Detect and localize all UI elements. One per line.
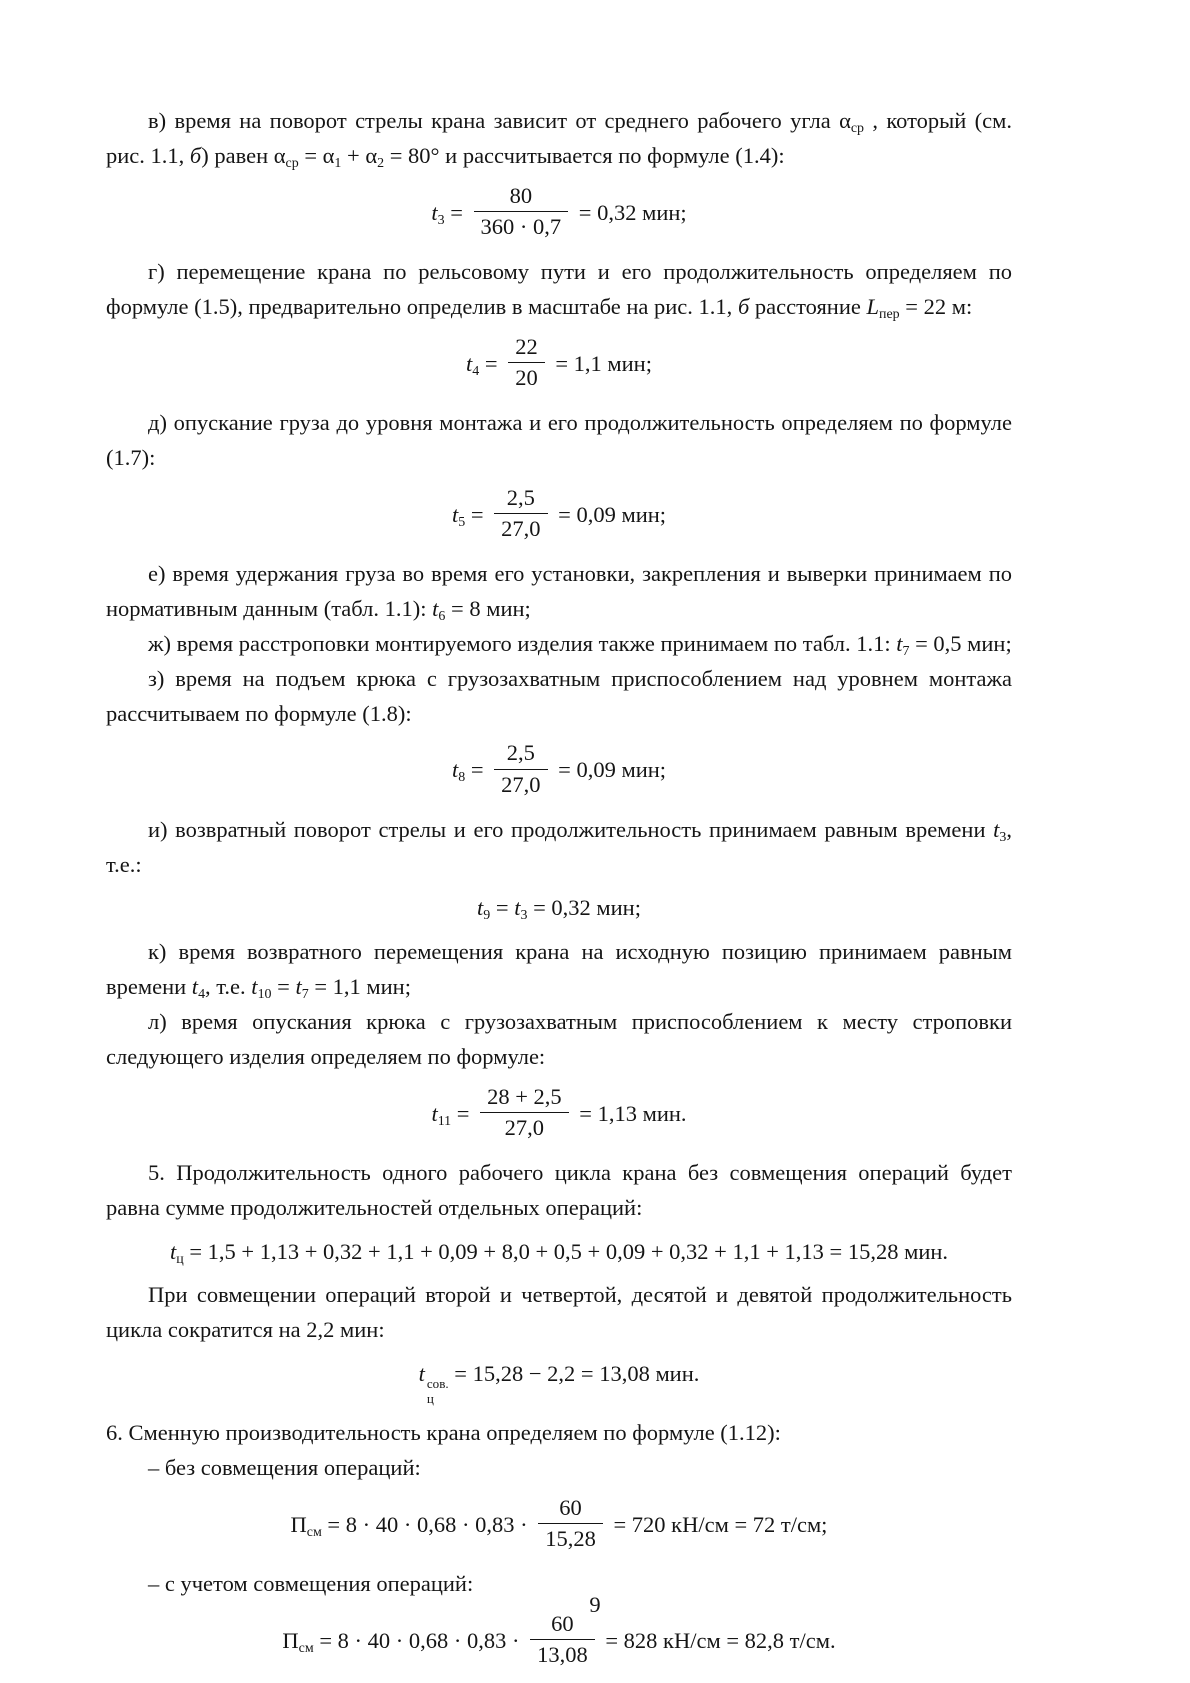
paragraph-v [106,104,1012,174]
text-segment: П [282,1627,299,1653]
fraction-denominator: 27,0 [480,1112,569,1143]
text-segment: – без совмещения операций: [148,1454,421,1480]
formula-psm-2 [106,1612,1012,1673]
subscript: 4 [198,987,206,1003]
italic-segment: t [451,501,459,527]
text-segment: ) равен α [201,142,286,168]
text-segment: = [465,757,490,783]
superscript: сов. [426,1376,449,1392]
text-segment: = [271,973,296,999]
text-segment: = 0,09 мин; [552,501,667,527]
text-segment: При совмещении операций второй и четвертой, десятой и девятой продолжительность цикла сократится на 2,2 мин: [106,1282,1012,1342]
page-number: 9 [589,1592,601,1617]
text-segment: = α [298,142,335,168]
text-segment: г) перемещение крана по рельсовому пути и его продолжительность определяем по формуле (1.5), предварительно определив в масштабе на рис. 1.1, [106,259,1012,319]
formula-tc-sov [106,1358,1012,1406]
text-segment: = 8 мин; [445,595,531,621]
text-segment: л) время опускания крюка с грузозахватным приспособлением к месту строповки следующего изделия определяем по формуле: [106,1008,1012,1069]
italic-segment: t [896,630,903,656]
text-segment: , который (см. рис. 1.1, [106,108,1012,168]
subscript: 2 [377,156,385,172]
text-segment: = [479,350,504,376]
subscript: 11 [437,1113,452,1129]
subscript: 3 [520,908,528,924]
paragraph-e [106,557,1012,627]
italic-segment: t [431,199,438,225]
text-segment: = [490,895,515,921]
text-segment: = 80° и рассчитывается по формуле (1.4): [384,142,785,168]
subscript: 3 [437,212,445,228]
paragraph-d [106,406,1012,476]
text-segment: = 0,32 мин; [573,199,687,225]
paragraph-dash-1 [106,1451,1012,1486]
text-segment: , т.е.: [106,816,1012,877]
subscript: 1 [334,156,342,172]
subscript: см [298,1640,314,1656]
subscript: 7 [301,987,309,1003]
fraction-numerator: 60 [559,1494,582,1520]
fraction [480,1082,569,1143]
formula-t9 [106,892,1012,925]
fraction [494,738,547,799]
text-segment: = [465,501,490,527]
text-segment: 5. Продолжительность одного рабочего цикла крана без совмещения операций будет равна сумме продолжительностей отдельных операций: [106,1159,1012,1220]
text-segment: = 0,32 мин; [527,895,641,921]
formula-tc-sum [106,1236,1012,1269]
paragraph-l [106,1005,1012,1075]
subscript: 6 [438,609,446,625]
paragraph-pri [106,1278,1012,1348]
italic-segment: t [295,973,302,999]
fraction-numerator: 80 [509,182,533,208]
text-segment: П [290,1511,307,1537]
subscript: ц [176,1251,184,1267]
formula-t3 [106,184,1012,245]
text-segment: = 720 кН/см = 72 т/см; [607,1511,828,1537]
text-segment: ж) время расстроповки монтируемого изделия также принимаем по табл. 1.1: [148,630,897,656]
italic-segment: t [451,757,459,783]
italic-segment: t [431,1100,438,1126]
subscript: ср [850,121,865,137]
page-content [106,104,1012,1673]
italic-segment: t [477,895,484,921]
fraction-denominator: 360 · 0,7 [474,211,569,242]
paragraph-g [106,255,1012,325]
text-segment: = 828 кН/см = 82,8 т/см. [599,1627,836,1653]
paragraph-z [106,662,1012,732]
text-segment: = 1,1 мин; [308,973,411,999]
formula-t11 [106,1085,1012,1146]
paragraph-k [106,935,1012,1005]
stack-subscript: ц [426,1391,434,1407]
italic-segment: б [737,293,750,319]
subscript: 8 [458,770,466,786]
paragraph-6 [106,1416,1012,1451]
subscript: ср [285,156,299,172]
text-segment: = [451,1100,476,1126]
subscript: 4 [472,363,480,379]
text-segment: к) время возвратного перемещения крана на исходную позицию принимаем равным времени [106,939,1012,999]
fraction-numerator: 60 [551,1610,574,1636]
subscript: 10 [257,987,272,1003]
fraction [474,181,569,242]
text-segment: = 1,1 мин; [549,350,652,376]
fraction-numerator: 2,5 [506,484,535,510]
text-segment: д) опускание груза до уровня монтажа и его продолжительность определяем по формуле (1.7): [106,410,1012,470]
text-segment: е) время удержания груза во время его установки, закрепления и выверки принимаем по нормативным данным (табл. 1.1): [106,561,1012,621]
fraction-denominator: 13,08 [530,1639,595,1670]
text-segment: в) время на поворот стрелы крана зависит от среднего рабочего угла α [148,108,851,133]
subscript: см [306,1524,322,1540]
italic-segment: t [191,973,199,999]
subscript: 7 [902,643,910,659]
italic-segment: t [169,1238,177,1264]
text-segment: = 15,28 − 2,2 = 13,08 мин. [448,1360,700,1386]
text-segment: расстояние [749,293,867,319]
text-segment: = 1,5 + 1,13 + 0,32 + 1,1 + 0,09 + 8,0 + 0,5 + 0,09 + 0,32 + 1,1 + 1,13 = 15,28 мин. [183,1238,949,1264]
fraction-denominator: 20 [508,362,545,393]
text-segment: 6. Сменную производительность крана определяем по формуле (1.12): [106,1420,781,1446]
text-segment: = 8 · 40 · 0,68 · 0,83 · [321,1511,534,1537]
italic-segment: t [466,350,473,376]
text-segment: = 0,09 мин; [552,757,667,783]
italic-segment: L [866,293,880,319]
text-segment: = 8 · 40 · 0,68 · 0,83 · [313,1627,526,1653]
italic-segment: t [418,1360,425,1386]
text-segment: = 0,5 мин; [909,630,1012,656]
italic-segment: t [432,595,439,621]
text-segment: з) время на подъем крюка с грузозахватным приспособлением над уровнем монтажа рассчитываем по формуле (1.8): [106,665,1012,726]
fraction [508,332,545,393]
text-segment: = 22 м: [899,293,973,319]
fraction-denominator: 27,0 [494,513,547,544]
fraction-denominator: 15,28 [538,1523,603,1554]
text-segment: = [444,199,469,225]
fraction-numerator: 2,5 [506,740,535,766]
italic-segment: t [514,895,521,921]
italic-segment: t [251,973,258,999]
fraction [538,1493,603,1554]
fraction [494,483,547,544]
formula-t4 [106,335,1012,396]
formula-t8 [106,741,1012,802]
formula-psm-1 [106,1496,1012,1557]
text-segment: и) возвратный поворот стрелы и его продолжительность принимаем равным времени [148,816,994,842]
fraction [530,1609,595,1670]
italic-segment: б [189,142,202,168]
fraction-denominator: 27,0 [494,769,547,800]
fraction-numerator: 22 [515,333,538,359]
paragraph-i [106,813,1012,883]
superscript-subscript-stack [427,1376,449,1406]
subscript: 3 [999,829,1007,845]
subscript: пер [879,307,900,323]
text-segment: – с учетом совмещения операций: [148,1571,474,1597]
fraction-numerator: 28 + 2,5 [487,1083,562,1109]
paragraph-5 [106,1156,1012,1226]
text-segment: , т.е. [205,973,252,999]
text-segment: = 1,13 мин. [573,1100,687,1126]
italic-segment: t [993,816,1000,842]
text-segment: + α [341,142,378,168]
subscript: 9 [483,908,491,924]
paragraph-zh [106,627,1012,662]
formula-t5 [106,486,1012,547]
subscript: 5 [458,514,466,530]
